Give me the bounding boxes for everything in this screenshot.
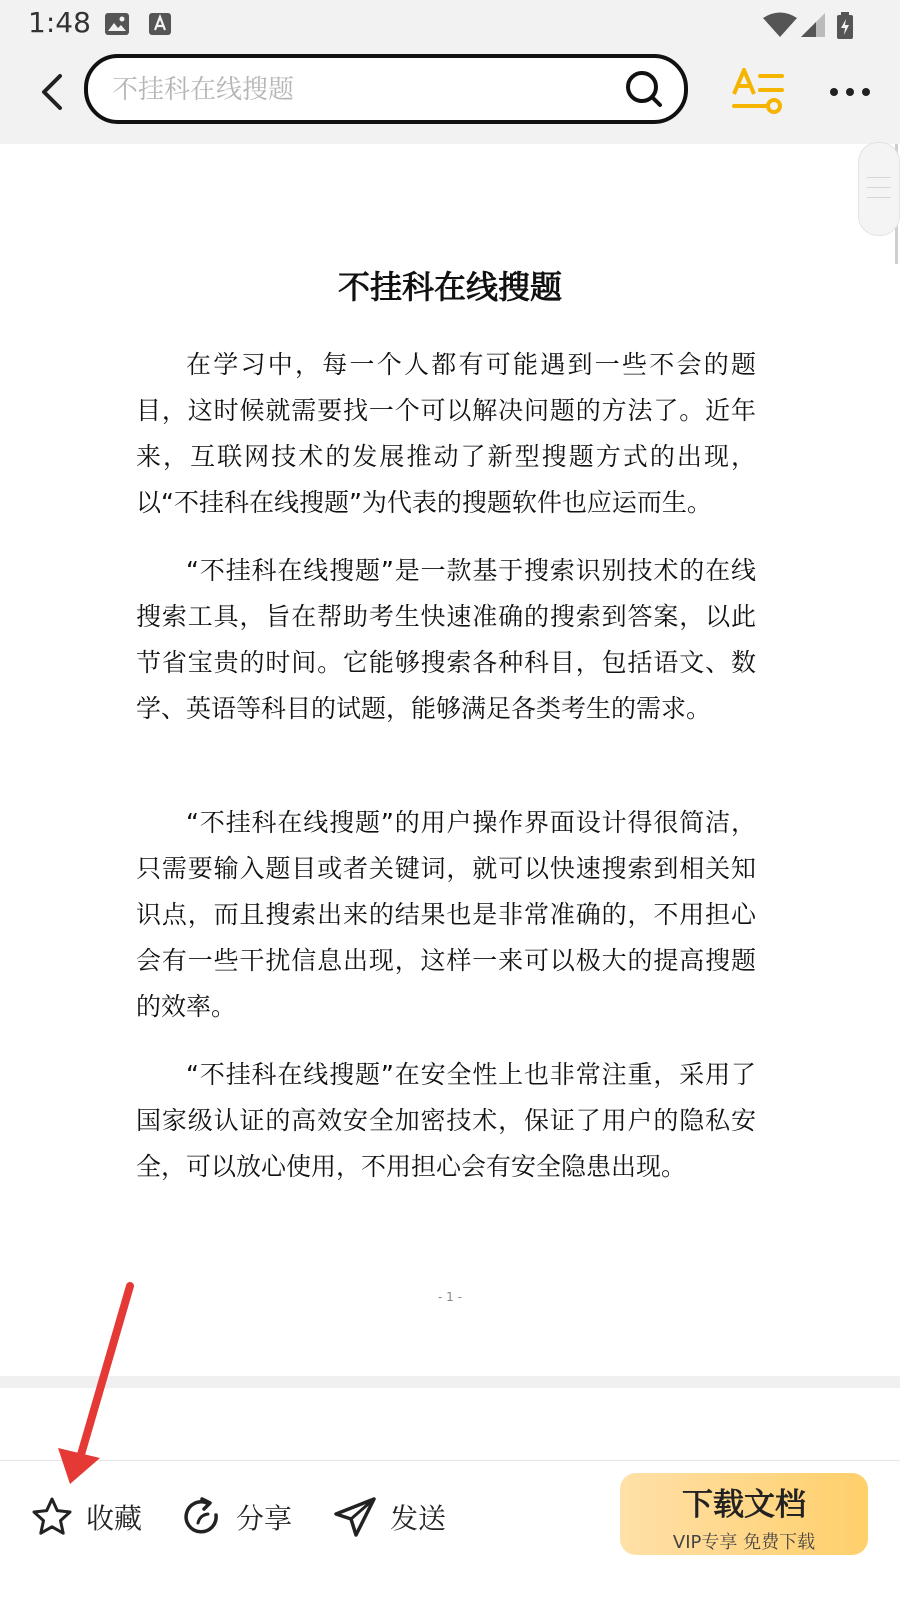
share-button[interactable] (180, 1489, 292, 1545)
share-label: 分享 (236, 1502, 293, 1535)
download-label: 下载文档 (682, 1487, 806, 1523)
document-page (0, 144, 900, 1376)
search-box[interactable] (84, 54, 688, 124)
signal-icon (800, 12, 826, 38)
status-time: 1:48 (28, 6, 91, 39)
paragraph: “不挂科在线搜题”的用户操作界面设计得很简洁，只需要输入题目或者关键词，就可以快速搜索到相关知识点，而且搜索出来的结果也是非常准确的，不用担心会有一些干扰信息出现，这样一来可以极大的提高搜题的效率。 (136, 808, 756, 1021)
search-input[interactable] (110, 68, 594, 112)
font-notification-icon (148, 12, 172, 36)
star-icon (30, 1495, 74, 1539)
status-bar (0, 0, 900, 48)
page-number: - 1 - (438, 1290, 462, 1304)
annotation-arrow-icon (50, 1280, 150, 1490)
search-icon[interactable] (622, 67, 666, 111)
paragraph: 在学习中，每一个人都有可能遇到一些不会的题目，这时候就需要找一个可以解决问题的方法了。近年来，互联网技术的发展推动了新型搜题方式的出现，以“不挂科在线搜题”为代表的搜题软件也应运而生。 (136, 350, 756, 517)
wifi-icon (762, 12, 798, 38)
download-document-button[interactable] (620, 1473, 868, 1555)
top-header (0, 48, 900, 144)
favorite-button[interactable] (30, 1489, 142, 1545)
send-label: 发送 (390, 1502, 447, 1535)
favorite-label: 收藏 (86, 1502, 143, 1535)
share-icon (180, 1495, 224, 1539)
font-settings-icon[interactable] (730, 66, 786, 118)
paragraph: “不挂科在线搜题”在安全性上也非常注重，采用了国家级认证的高效安全加密技术，保证了用户的隐私安全，可以放心使用，不用担心会有安全隐患出现。 (136, 1060, 756, 1181)
battery-charging-icon (836, 12, 854, 40)
send-icon (332, 1495, 378, 1539)
scroll-handle[interactable] (858, 142, 900, 236)
paragraph: “不挂科在线搜题”是一款基于搜索识别技术的在线搜索工具，旨在帮助考生快速准确的搜索到答案，以此节省宝贵的时间。它能够搜索各种科目，包括语文、数学、英语等科目的试题，能够满足各类考生的需求。 (136, 556, 756, 723)
image-notification-icon (104, 12, 130, 36)
back-icon[interactable] (28, 64, 84, 120)
download-subtitle: VIP专享 免费下载 (672, 1532, 816, 1553)
document-title: 不挂科在线搜题 (337, 268, 562, 306)
more-icon[interactable] (820, 68, 880, 116)
send-button[interactable] (332, 1489, 446, 1545)
